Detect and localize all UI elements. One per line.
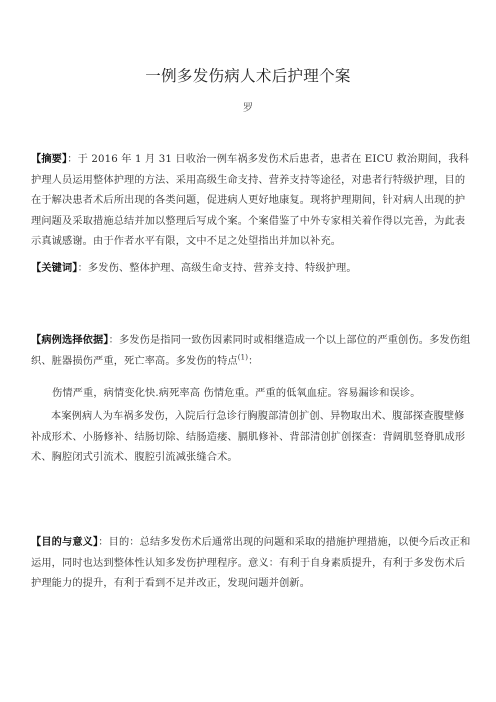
citation-reference: (1) bbox=[237, 353, 249, 362]
case-selection-text: ：多发伤是指同一致伤因素同时或相继造成一个以上部位的严重创伤。多发伤组织、脏器损伤严重，死亡率高。多发伤的特点 bbox=[31, 335, 471, 367]
document-title: 一例多发伤病人术后护理个案 bbox=[145, 67, 351, 85]
keywords-text: ：多发伤、整体护理、高级生命支持、营养支持、特级护理。 bbox=[77, 263, 357, 274]
keywords-heading: 【关键词】 bbox=[31, 262, 78, 274]
case-features-line: 伤情严重，病情变化快.病死率高 伤情危重。严重的低氧血症。容易漏诊和误诊。 bbox=[52, 388, 421, 399]
document-author: 罗 bbox=[243, 103, 253, 114]
case-body-paragraph: 本案例病人为车祸多发伤，入院后行急诊行胸腹部清创扩创、异物取出术、腹部探查腹壁修补成形术、小肠修补、结肠切除、结肠造瘘、膈肌修补、背部清创扩创探查：背阔肌竖脊肌成形术、胸腔闭式引流术、腹腔引流减张缝合术。 bbox=[31, 411, 466, 463]
case-selection-paragraph bbox=[31, 330, 471, 372]
purpose-paragraph bbox=[31, 532, 471, 595]
case-selection-text-end: ： bbox=[248, 355, 259, 367]
purpose-heading: 【目的与意义】 bbox=[31, 536, 99, 548]
abstract-paragraph bbox=[31, 149, 471, 253]
purpose-text: ：目的：总结多发伤术后通常出现的问题和采取的措施护理措施，以便今后改正和运用，同时也达到整体性认知多发伤护理程序。意义：有利于自身素质提升，有利于多发伤术后护理能力的提升，有利于看到不足并改正，发现问题并创新。 bbox=[31, 537, 471, 589]
abstract-heading: 【摘要】 bbox=[31, 153, 68, 165]
abstract-text: ：于 2016 年 1 月 31 日收治一例车祸多发伤术后患者，患者在 EICU 救治期间，我科护理人员运用整体护理的方法、采用高级生命支持、营养支持等途径，对患者行特级护理，目的在于解决患者术后所出现的各类问题，促进病人更好地康复。现将护理期间，针对病人出现的护理问题及采取措施总结并加以整理后写成个案。个案借鉴了中外专家相关着作得以完善，为此表示真诚感谢。由于作者水平有限，文中不足之处望指出并加以补充。 bbox=[31, 154, 470, 247]
case-selection-heading: 【病例选择依据】 bbox=[31, 334, 109, 346]
keywords-paragraph bbox=[31, 258, 471, 280]
